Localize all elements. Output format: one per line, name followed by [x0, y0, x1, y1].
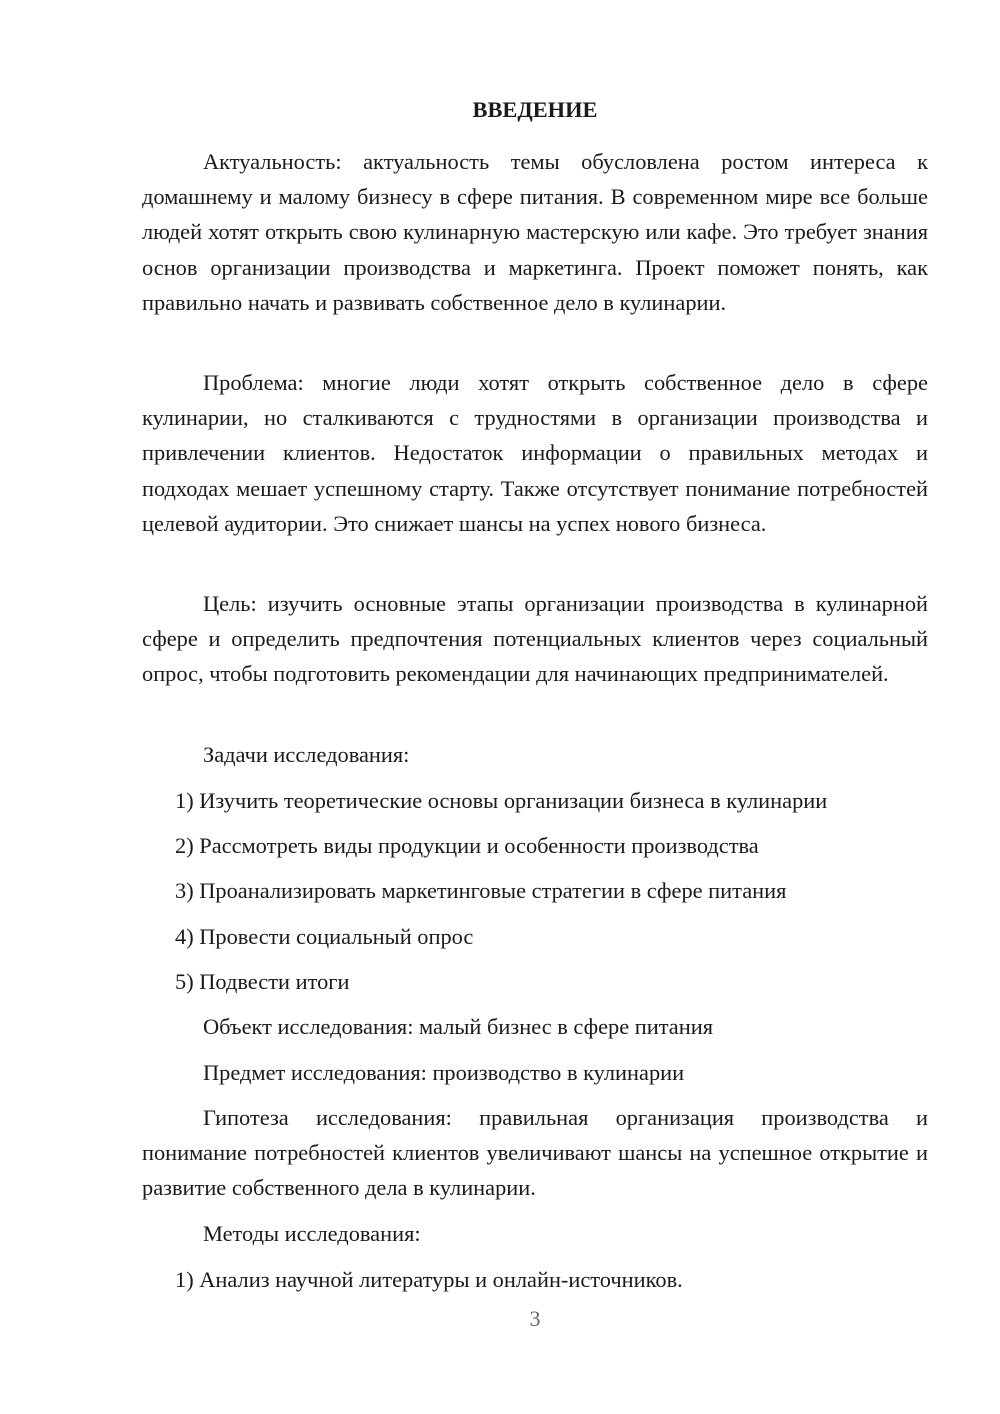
- hypothesis-paragraph: Гипотеза исследования: правильная организация производства и понимание потребностей клиентов увеличивают шансы на успешное открытие и развитие собственного дела в кулинарии.: [142, 1105, 928, 1201]
- goal-paragraph: Цель: изучить основные этапы организации производства в кулинарной сфере и определить предпочтения потенциальных клиентов через социальный опрос, чтобы подготовить рекомендации для начинающих предпринимателей.: [142, 591, 928, 687]
- task-item: 2) Рассмотреть виды продукции и особенности производства: [175, 833, 759, 858]
- tasks-heading: Задачи исследования:: [203, 742, 410, 767]
- document-page: [142, 0, 928, 1414]
- research-object: Объект исследования: малый бизнес в сфере питания: [203, 1014, 714, 1039]
- page-number: 3: [529, 1306, 541, 1331]
- task-item: 3) Проанализировать маркетинговые стратегии в сфере питания: [175, 878, 787, 903]
- task-item: 5) Подвести итоги: [175, 969, 350, 994]
- research-subject: Предмет исследования: производство в кулинарии: [203, 1060, 685, 1085]
- problem-paragraph: Проблема: многие люди хотят открыть собственное дело в сфере кулинарии, но сталкиваются с трудностями в организации производства и привлечении клиентов. Недостаток информации о правильных методах и подходах мешает успешному старту. Также отсутствует понимание потребностей целевой аудитории. Это снижает шансы на успех нового бизнеса.: [142, 370, 928, 536]
- relevance-paragraph: Актуальность: актуальность темы обусловлена ростом интереса к домашнему и малому бизнесу в сфере питания. В современном мире все больше людей хотят открыть свою кулинарную мастерскую или кафе. Это требует знания основ организации производства и маркетинга. Проект поможет понять, как правильно начать и развивать собственное дело в кулинарии.: [142, 149, 928, 315]
- page-title: ВВЕДЕНИЕ: [472, 97, 598, 122]
- method-item: 1) Анализ научной литературы и онлайн-источников.: [175, 1267, 683, 1292]
- task-item: 1) Изучить теоретические основы организации бизнеса в кулинарии: [175, 788, 828, 813]
- task-item: 4) Провести социальный опрос: [175, 924, 474, 949]
- methods-heading: Методы исследования:: [203, 1221, 421, 1246]
